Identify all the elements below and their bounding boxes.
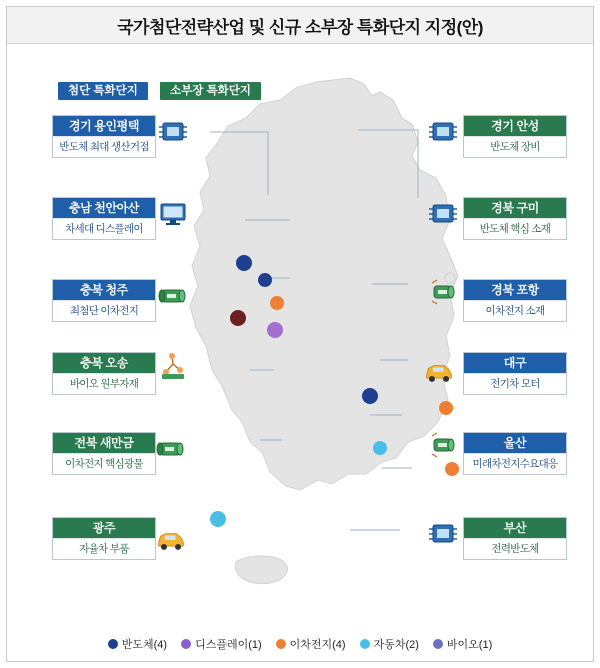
card-jeonbuk-saemangeum[interactable] [52,432,156,475]
card-busan[interactable] [463,517,567,560]
legend-label-battery: 이차전지(4) [289,639,346,651]
card-chungbuk-osong[interactable] [52,352,156,395]
card-desc: 전력반도체 [464,538,566,559]
semiconductor-chip-icon [428,519,458,549]
legend-item-bio [433,636,492,652]
card-title: 전북 새만금 [53,433,155,453]
marker-car-gwangju [210,511,226,527]
marker-semiconductor-gumi [362,388,378,404]
page-title-bar [7,7,593,44]
card-desc: 이차전지 소재 [464,300,566,321]
marker-display-chungnam [267,322,283,338]
card-chungnam-cheonan-asan[interactable] [52,197,156,240]
card-desc: 반도체 핵심 소재 [464,218,566,239]
card-title: 경기 안성 [464,116,566,136]
marker-semiconductor-yongin [236,255,252,271]
battery-icon [156,434,186,464]
card-title: 경북 구미 [464,198,566,218]
battery-icon [158,281,188,311]
card-desc: 자율차 부품 [53,538,155,559]
card-desc: 전기차 모터 [464,373,566,394]
legend-dot-display [181,639,191,649]
category-legend [7,630,593,658]
marker-battery-ulsan [445,462,459,476]
card-desc: 미래차전지수요대응 [464,453,566,474]
legend-label-automobile: 자동차(2) [373,639,419,651]
card-title: 울산 [464,433,566,453]
legend-item-display [181,636,262,652]
marker-battery-pohang [439,401,453,415]
card-title: 광주 [53,518,155,538]
card-gyeongbuk-pohang[interactable] [463,279,567,322]
legend-label-display: 디스플레이(1) [195,639,262,651]
card-desc: 이차전지 핵심광물 [53,453,155,474]
car-icon [156,524,186,554]
card-title: 대구 [464,353,566,373]
card-chungbuk-cheongju[interactable] [52,279,156,322]
legend-label-bio: 바이오(1) [446,639,493,651]
legend-item-automobile [360,636,419,652]
card-title: 경기 용인평택 [53,116,155,136]
legend-item-semiconductor [108,636,167,652]
legend-item-battery [276,636,346,652]
card-desc: 반도체 최대 생산거점 [53,136,155,157]
legend-dot-semiconductor [108,639,118,649]
card-gyeonggi-anseong[interactable] [463,115,567,158]
display-monitor-icon [158,199,188,229]
legend-label-semiconductor: 반도체(4) [121,639,168,651]
marker-semiconductor-anseong [258,273,272,287]
card-gwangju[interactable] [52,517,156,560]
battery-icon [428,277,458,307]
card-title: 충남 천안아산 [53,198,155,218]
card-title: 충북 청주 [53,280,155,300]
legend-chip-advanced: 첨단 특화단지 [58,82,148,100]
car-icon [424,356,454,386]
page-title: 국가첨단전략산업 및 신규 소부장 특화단지 지정(안) [117,17,483,37]
card-gyeongbuk-gumi[interactable] [463,197,567,240]
bio-molecule-icon [158,352,188,382]
card-title: 충북 오송 [53,353,155,373]
semiconductor-chip-icon [428,117,458,147]
card-title: 경북 포항 [464,280,566,300]
legend-chip-materials: 소부장 특화단지 [160,82,261,100]
card-title: 부산 [464,518,566,538]
semiconductor-chip-icon [158,117,188,147]
legend-dot-battery [276,639,286,649]
battery-icon [428,430,458,460]
marker-bio-osong [230,310,246,326]
card-desc: 반도체 장비 [464,136,566,157]
card-gyeonggi-yongin-pyeongtaek[interactable] [52,115,156,158]
card-desc: 차세대 디스플레이 [53,218,155,239]
legend-dot-bio [433,639,443,649]
card-ulsan[interactable] [463,432,567,475]
legend-dot-automobile [360,639,370,649]
semiconductor-chip-icon [428,199,458,229]
card-desc: 최첨단 이차전지 [53,300,155,321]
marker-car-daegu [373,441,387,455]
card-daegu[interactable] [463,352,567,395]
card-desc: 바이오 원부자재 [53,373,155,394]
marker-battery-cheongju [270,296,284,310]
